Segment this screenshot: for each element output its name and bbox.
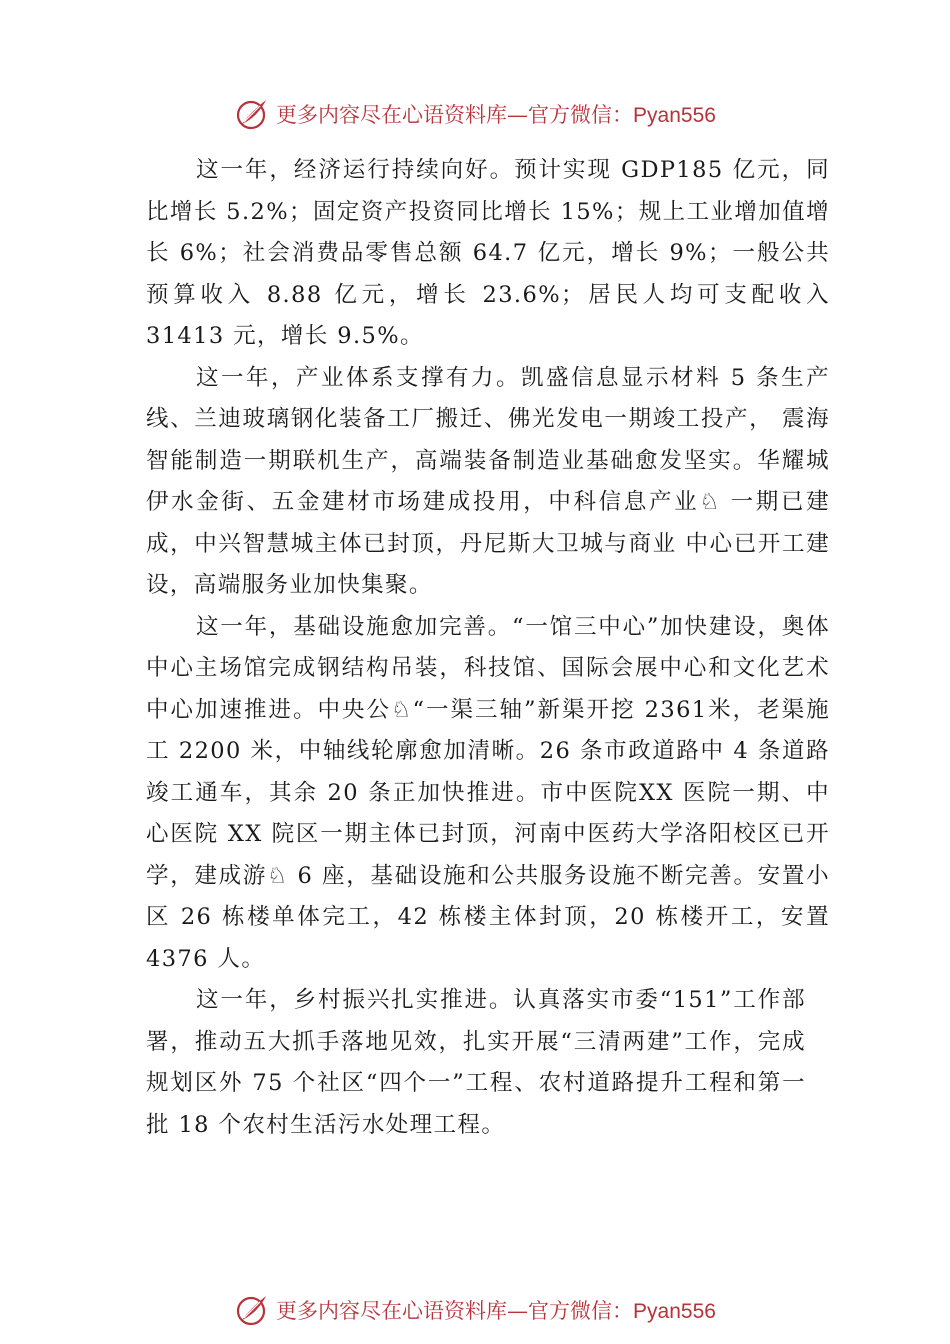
document-body [146,150,830,1146]
header-watermark-main: 更多内容尽在心语资料库—官方微信： [276,103,634,127]
paragraph-rural-revitalization: 这一年，乡村振兴扎实推进。认真落实市委“151”工作部署，推动五大抓手落地见效，扎实开展“三清两建”工作，完成规划区外 75 个社区“四个一”工程、农村道路提升工程和第一批 18 个农村生活污水处理工程。 [146,987,806,1138]
paragraph-infrastructure: 这一年，基础设施愈加完善。“一馆三中心”加快建设，奥体中心主场馆完成钢结构吊装，科技馆、国际会展中心和文化艺术中心加速推进。中央公♘“一渠三轴”新渠开挖 2361米，老渠施工 2200 米，中轴线轮廓愈加清晰。26 条市政道路中 4 条道路竣工通车，其余 20 条正加快推进。市中医院XX 医院一期、中心医院 XX 院区一期主体已封顶，河南中医药大学洛阳校区已开学，建成游♘ 6 座，基础设施和公共服务设施不断完善。安置小区 26 栋楼单体完工，42 栋楼主体封顶，20 栋楼开工，安置 4376 人。 [146,613,830,972]
header-watermark-id: Pyan556 [633,104,716,127]
footer-watermark-main: 更多内容尽在心语资料库—官方微信： [276,1299,634,1323]
paragraph-industry: 这一年，产业体系支撑有力。凯盛信息显示材料 5 条生产线、兰迪玻璃钢化装备工厂搬迁、佛光发电一期竣工投产， 震海智能制造一期联机生产，高端装备制造业基础愈发坚实。华耀城伊水金街、五金建材市场建成投用，中科信息产业♘ 一期已建成，中兴智慧城主体已封顶，丹尼斯大卫城与商业 中心已开工建设，高端服务业加快集聚。 [146,364,830,598]
feather-pen-logo-icon [234,96,270,132]
footer-watermark-text [276,1295,716,1325]
footer-watermark [0,1290,950,1330]
header-watermark [0,94,950,134]
paragraph-economy: 这一年，经济运行持续向好。预计实现 GDP185 亿元，同比增长 5.2%；固定资产投资同比增长 15%；规上工业增加值增长 6%；社会消费品零售总额 64.7 亿元，增长 9%；一般公共预算收入 8.88 亿元，增长 23.6%；居民人均可支配收入 31413 元，增长 9.5%。 [146,157,830,349]
feather-pen-logo-icon [234,1292,270,1328]
header-watermark-text [276,99,716,129]
footer-watermark-id: Pyan556 [633,1300,716,1323]
